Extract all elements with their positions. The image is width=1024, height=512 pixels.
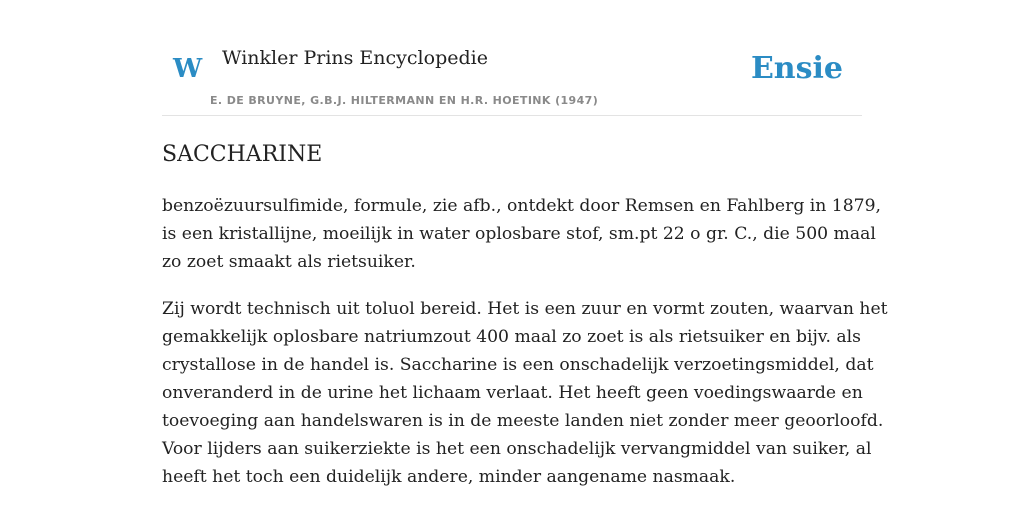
- paragraph-line: zo zoet smaakt als rietsuiker.: [162, 252, 416, 272]
- paragraph-line: Zij wordt technisch uit toluol bereid. Het is een zuur en vormt zouten, waarvan het: [162, 299, 888, 319]
- entry-body: [162, 192, 888, 491]
- paragraph-line: heeft het toch een duidelijk andere, minder aangename nasmaak.: [162, 467, 736, 487]
- paragraph-line: benzoëzuursulfimide, formule, zie afb., ontdekt door Remsen en Fahlberg in 1879,: [162, 196, 882, 216]
- publication-title: Winkler Prins Encyclopedie: [222, 47, 488, 69]
- paragraph-line: gemakkelijk oplosbare natriumzout 400 maal zo zoet is als rietsuiker en bijv. als: [162, 327, 861, 347]
- paragraph-line: Voor lijders aan suikerziekte is het een onschadelijk vervangmiddel van suiker, al: [162, 439, 872, 459]
- ensie-logo-link[interactable]: Ensie: [750, 51, 843, 86]
- paragraph-line: toevoeging aan handelswaren is in de meeste landen niet zonder meer geoorloofd.: [162, 411, 884, 431]
- publication-authors: E. DE BRUYNE, G.B.J. HILTERMANN EN H.R. HOETINK (1947): [210, 94, 599, 107]
- paragraph-line: is een kristallijne, moeilijk in water oplosbare stof, sm.pt 22 o gr. C., die 500 maal: [162, 224, 876, 244]
- entry-paragraph: [162, 295, 888, 491]
- winkler-prins-logo[interactable]: W: [173, 54, 203, 84]
- entry-paragraph: [162, 192, 882, 276]
- entry-title: SACCHARINE: [162, 142, 323, 167]
- paragraph-line: crystallose in de handel is. Saccharine is een onschadelijk verzoetingsmiddel, dat: [162, 355, 874, 375]
- paragraph-line: onveranderd in de urine het lichaam verlaat. Het heeft geen voedingswaarde en: [162, 383, 863, 403]
- header-divider: [162, 115, 862, 116]
